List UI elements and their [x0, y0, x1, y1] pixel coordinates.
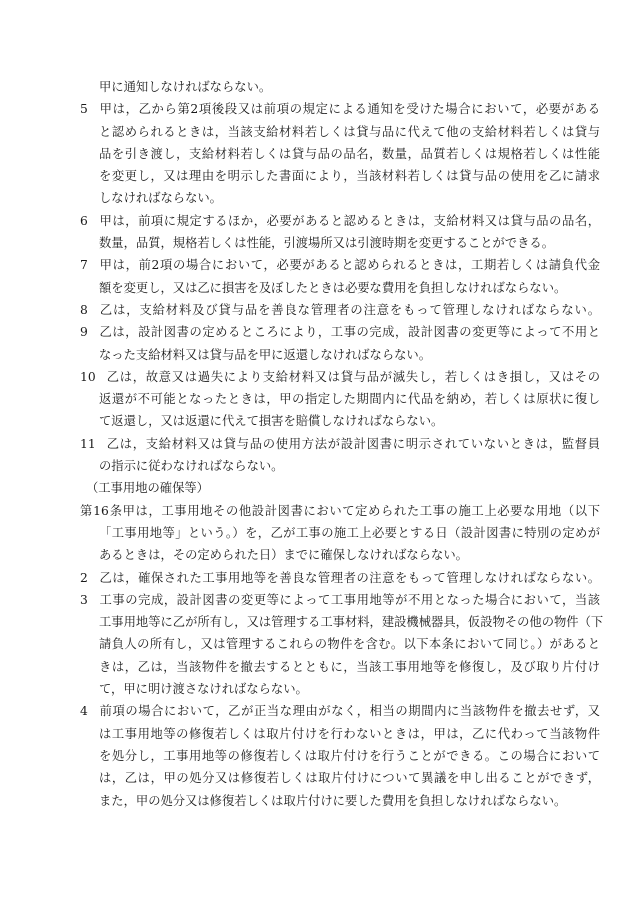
line-text: 請負人の所有し，又は管理するこれらの物件を含む。以下本条において同じ。）があると: [99, 637, 600, 652]
document-line: [80, 633, 600, 655]
document-line: [80, 254, 600, 276]
document-line: [80, 767, 600, 789]
document-line: [80, 723, 600, 745]
paragraph-number: 11: [80, 436, 96, 451]
line-text: 甲は，前2項の場合において，必要があると認められるときは，工期若しくは請負代金: [99, 258, 600, 273]
paragraph-number: 9: [80, 325, 88, 340]
line-text: 乙は，支給材料及び貸与品を善良な管理者の注意をもって管理しなければならない。: [99, 302, 600, 317]
line-text: は工事用地等の修復若しくは取片付けを行わないときは，甲は，乙に代わって当該物件: [99, 726, 600, 741]
document-line: [80, 143, 600, 165]
line-text: しなければならない。: [99, 191, 222, 206]
line-text: なった支給材料又は貸与品を甲に返還しなければならない。: [99, 347, 432, 362]
line-text: は，乙は，甲の処分又は修復若しくは取片付けについて異議を申し出ることができず，: [99, 771, 600, 786]
document-line: [80, 388, 600, 410]
line-text: の指示に従わなければならない。: [99, 459, 284, 474]
paragraph-number: 10: [80, 369, 96, 384]
paragraph-number: 2: [80, 570, 88, 585]
line-text: 額を変更し，又は乙に損害を及ぼしたときは必要な費用を負担しなければならない。: [99, 280, 567, 295]
document-line: [80, 366, 600, 388]
line-text: （工事用地の確保等）: [86, 481, 209, 496]
line-text: 乙は，設計図書の定めるところにより，工事の完成，設計図書の変更等によって不用と: [99, 325, 600, 340]
line-text: 工事の完成，設計図書の変更等によって工事用地等が不用となった場合において，当該: [99, 592, 600, 607]
line-text: を変更し，又は理由を明示した書面により，当該材料若しくは貸与品の使用を乙に請求: [99, 169, 600, 184]
document-line: [80, 567, 600, 589]
document-line: [80, 700, 600, 722]
document-line: [80, 165, 600, 187]
paragraph-number: 8: [80, 302, 88, 317]
document-line: [80, 76, 600, 98]
line-text: て返還し，又は返還に代えて損害を賠償しなければならない。: [99, 414, 444, 429]
paragraph-number: 3: [80, 592, 88, 607]
document-page: [80, 76, 604, 812]
line-text: 乙は，確保された工事用地等を善良な管理者の注意をもって管理しなければならない。: [99, 570, 600, 585]
line-text: 甲は，乙から第2項後段又は前項の規定による通知を受けた場合において，必要がある: [99, 102, 600, 117]
document-line: [80, 455, 600, 477]
line-text: 前項の場合において，乙が正当な理由がなく，相当の期間内に当該物件を撤去せず，又: [99, 704, 600, 719]
line-text: を処分し，工事用地等の修復若しくは取片付けを行うことができる。この場合において: [99, 748, 600, 763]
document-line: [80, 589, 600, 611]
document-line: [80, 678, 600, 700]
document-line: [80, 121, 600, 143]
line-text: 乙は，故意又は過失により支給材料又は貸与品が滅失し，若しくはき損し，又はその: [106, 369, 600, 384]
article-number: 第16条: [80, 503, 122, 518]
document-line: [80, 210, 600, 232]
document-line: [80, 232, 600, 254]
line-text: きは，乙は，当該物件を撤去するとともに，当該工事用地等を修復し，及び取り片付け: [99, 659, 600, 674]
line-text: と認められるときは，当該支給材料若しくは貸与品に代えて他の支給材料若しくは貸与: [99, 124, 600, 139]
document-line: [80, 187, 600, 209]
line-text: 乙は，支給材料又は貸与品の使用方法が設計図書に明示されていないときは，監督員: [106, 436, 600, 451]
document-line: [80, 277, 600, 299]
document-line: [80, 522, 600, 544]
paragraph-number: 5: [80, 102, 88, 117]
line-text: あるときは，その定められた日）までに確保しなければならない。: [99, 548, 468, 563]
document-line: [80, 611, 604, 633]
document-line: [80, 656, 600, 678]
line-text: また，甲の処分又は修復若しくは取片付けに要した費用を負担しなければならない。: [99, 793, 567, 808]
paragraph-number: 7: [80, 258, 88, 273]
document-line: [80, 433, 600, 455]
document-line: [80, 344, 600, 366]
document-line: [80, 98, 600, 120]
document-line: [80, 500, 600, 522]
line-text: 返還が不可能となったときは，甲の指定した期間内に代品を納め，若しくは原状に復し: [99, 392, 600, 407]
paragraph-number: 4: [80, 704, 88, 719]
document-line: [80, 299, 600, 321]
paragraph-number: 6: [80, 213, 88, 228]
document-line: [80, 321, 600, 343]
document-line: [80, 790, 600, 812]
line-text: 品を引き渡し，支給材料若しくは貸与品の品名，数量，品質若しくは規格若しくは性能: [99, 146, 600, 161]
document-line: [80, 745, 600, 767]
line-text: 甲は，前項に規定するほか，必要があると認めるときは，支給材料又は貸与品の品名，: [99, 213, 600, 228]
document-line: [80, 477, 600, 499]
line-text: 数量，品質，規格若しくは性能，引渡場所又は引渡時期を変更することができる。: [99, 236, 554, 251]
document-line: [80, 544, 600, 566]
document-line: [80, 410, 600, 432]
line-text: て，甲に明け渡さなければならない。: [99, 682, 308, 697]
line-text: 工事用地等に乙が所有し，又は管理する工事材料，建設機械器具，仮設物その他の物件（下: [99, 615, 604, 630]
line-text: 甲は，工事用地その他設計図書において定められた工事の施工上必要な用地（以下: [122, 503, 600, 518]
line-text: 甲に通知しなければならない。: [99, 80, 272, 94]
line-text: 「工事用地等」という。）を，乙が工事の施工上必要とする日（設計図書に特別の定めが: [99, 525, 600, 540]
